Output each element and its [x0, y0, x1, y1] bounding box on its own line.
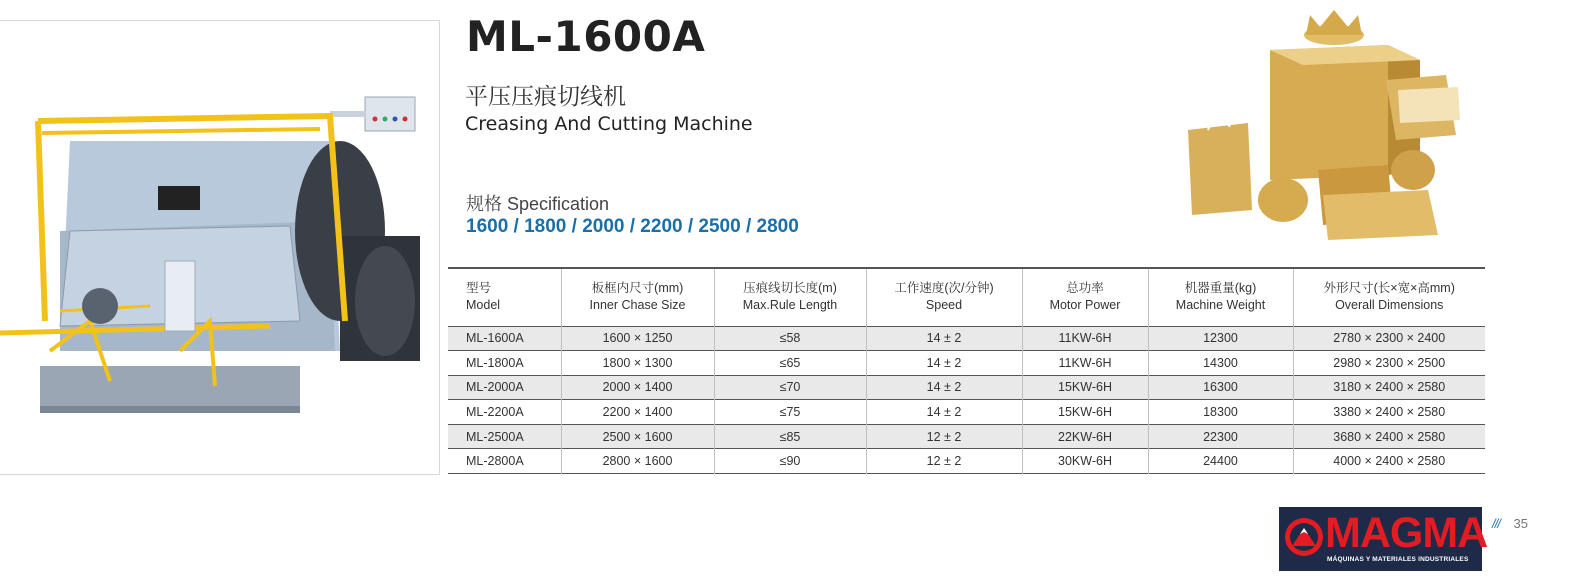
specification-values: 1600 / 1800 / 2000 / 2200 / 2500 / 2800: [466, 216, 799, 237]
cell-machine-weight: 18300: [1148, 400, 1293, 425]
cell-speed: 12 ± 2: [866, 449, 1022, 474]
cell-inner-chase-size: 2000 × 1400: [561, 375, 714, 400]
specification-table: [448, 267, 1485, 474]
table-row: [448, 351, 1485, 376]
header-en: Max.Rule Length: [742, 298, 838, 313]
cell-max-rule-length: ≤58: [714, 326, 866, 351]
machine-image-frame: [0, 20, 440, 475]
header-cn: 外形尺寸(长×宽×高mm): [1323, 281, 1455, 296]
cell-inner-chase-size: 2200 × 1400: [561, 400, 714, 425]
header-en: Motor Power: [1049, 298, 1121, 313]
cell-max-rule-length: ≤85: [714, 424, 866, 449]
header-cn: 型号: [466, 281, 492, 296]
cell-speed: 14 ± 2: [866, 351, 1022, 376]
header-cn: 压痕线切长度(m): [743, 281, 837, 296]
cell-max-rule-length: ≤65: [714, 351, 866, 376]
table-row: [448, 424, 1485, 449]
table-row: [448, 375, 1485, 400]
cell-overall-dimensions: 4000 × 2400 × 2580: [1333, 454, 1446, 469]
product-subtitle-english: Creasing And Cutting Machine: [465, 113, 753, 135]
cell-overall-dimensions: 3680 × 2400 × 2580: [1333, 429, 1446, 444]
cell-model: ML-2000A: [448, 375, 561, 400]
cell-model: ML-2500A: [448, 424, 561, 449]
cell-inner-chase-size: 2800 × 1600: [561, 449, 714, 474]
page-number: 35: [1513, 516, 1528, 531]
cell-overall-dimensions: 3180 × 2400 × 2580: [1333, 380, 1446, 395]
header-en: Speed: [925, 298, 963, 313]
machine-illustration: [0, 21, 440, 476]
magma-logo: [1279, 507, 1488, 571]
header-en: Machine Weight: [1175, 298, 1266, 313]
header-max-rule-length: [714, 268, 866, 326]
header-speed: [866, 268, 1022, 326]
product-subtitle-chinese: 平压压痕切线机: [465, 84, 626, 110]
header-cn: 总功率: [1066, 281, 1104, 296]
cell-motor-power: 11KW-6H: [1022, 351, 1148, 376]
cell-overall-dimensions: 2980 × 2300 × 2500: [1333, 355, 1446, 370]
gold-packaging-image: [1188, 5, 1478, 245]
header-en: Overall Dimensions: [1335, 298, 1444, 313]
product-title: ML-1600A: [466, 12, 706, 61]
table-row: [448, 400, 1485, 425]
page-footer: [1492, 516, 1528, 531]
cell-motor-power: 15KW-6H: [1022, 400, 1148, 425]
cell-max-rule-length: ≤75: [714, 400, 866, 425]
cell-machine-weight: 12300: [1148, 326, 1293, 351]
cell-speed: 12 ± 2: [866, 424, 1022, 449]
cell-motor-power: 11KW-6H: [1022, 326, 1148, 351]
cell-inner-chase-size: 2500 × 1600: [561, 424, 714, 449]
cell-overall-dimensions: 3380 × 2400 × 2580: [1333, 405, 1446, 420]
cell-motor-power: 30KW-6H: [1022, 449, 1148, 474]
cell-machine-weight: 14300: [1148, 351, 1293, 376]
header-motor-power: [1022, 268, 1148, 326]
header-overall-dimensions: [1293, 268, 1485, 326]
cell-inner-chase-size: 1800 × 1300: [561, 351, 714, 376]
cell-motor-power: 15KW-6H: [1022, 375, 1148, 400]
cell-machine-weight: 24400: [1148, 449, 1293, 474]
cell-inner-chase-size: 1600 × 1250: [561, 326, 714, 351]
mountain-circle-icon: [1283, 516, 1325, 558]
cell-machine-weight: 16300: [1148, 375, 1293, 400]
cell-overall-dimensions: 2780 × 2300 × 2400: [1333, 331, 1446, 346]
header-inner-chase-size: [561, 268, 714, 326]
table-row: [448, 449, 1485, 474]
cell-model: ML-2200A: [448, 400, 561, 425]
header-machine-weight: [1148, 268, 1293, 326]
logo-wordmark: MAGMA: [1325, 509, 1488, 557]
header-cn: 工作速度(次/分钟): [894, 281, 994, 296]
cell-max-rule-length: ≤70: [714, 375, 866, 400]
logo-tagline: MÁQUINAS Y MATERIALES INDUSTRIALES: [1327, 556, 1469, 563]
header-en: Inner Chase Size: [589, 298, 686, 313]
cell-model: ML-1800A: [448, 351, 561, 376]
cell-speed: 14 ± 2: [866, 375, 1022, 400]
cell-machine-weight: 22300: [1148, 424, 1293, 449]
header-cn: 板框内尺寸(mm): [591, 281, 684, 296]
header-en: Model: [466, 298, 501, 313]
specification-label: 规格 Specification: [466, 194, 610, 214]
cell-model: ML-1600A: [448, 326, 561, 351]
cell-max-rule-length: ≤90: [714, 449, 866, 474]
cell-speed: 14 ± 2: [866, 400, 1022, 425]
cell-motor-power: 22KW-6H: [1022, 424, 1148, 449]
header-model: [448, 268, 561, 326]
decorative-slashes: ///: [1492, 516, 1500, 531]
table-header-row: [448, 268, 1485, 326]
header-cn: 机器重量(kg): [1184, 281, 1257, 296]
cell-speed: 14 ± 2: [866, 326, 1022, 351]
cell-model: ML-2800A: [448, 449, 561, 474]
table-row: [448, 326, 1485, 351]
